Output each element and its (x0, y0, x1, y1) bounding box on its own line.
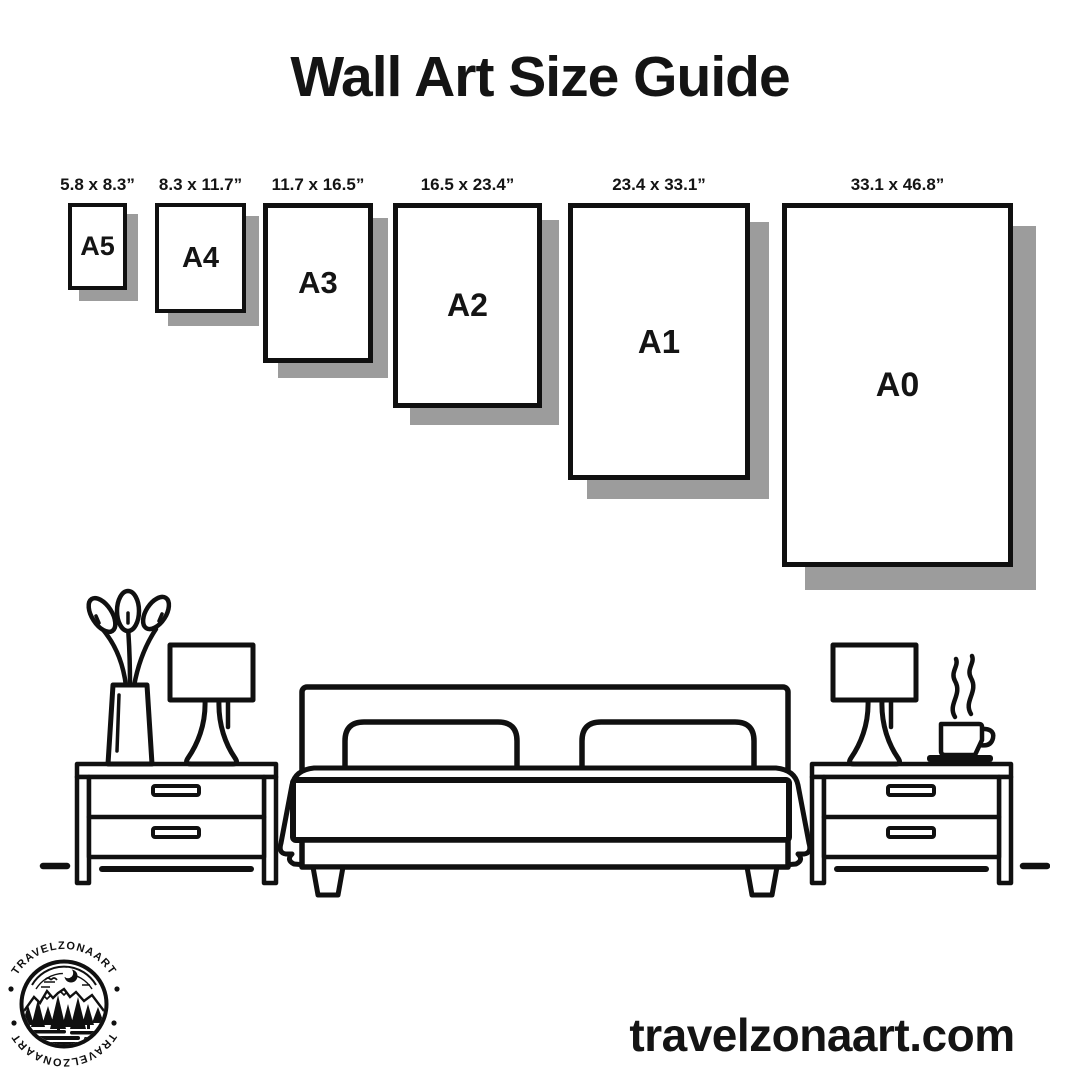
nightstand-right (812, 764, 1011, 883)
size-frame-a4 (155, 175, 246, 313)
poster-box (782, 203, 1013, 567)
brand-logo-badge (0, 933, 130, 1071)
separator-dot (114, 986, 119, 991)
size-dimensions-label: 23.4 x 33.1” (612, 175, 706, 194)
size-frame-a5 (60, 175, 135, 290)
steam-icon (969, 656, 974, 714)
bed-base (302, 840, 788, 867)
poster-box (263, 203, 373, 363)
separator-dot (111, 1020, 116, 1025)
brand-name-bottom-arc: TRAVELZONAART (9, 1030, 119, 1069)
size-letter-label: A0 (875, 365, 920, 404)
size-dimensions-label: 8.3 x 11.7” (158, 175, 243, 194)
poster-box (393, 203, 542, 408)
size-letter-label: A1 (637, 322, 681, 360)
bedroom-illustration (30, 583, 1050, 898)
poster-box (155, 203, 246, 313)
size-dimensions-label: 16.5 x 23.4” (420, 175, 515, 194)
size-letter-label: A3 (298, 265, 338, 300)
poster-box (68, 203, 127, 290)
bed-leg (747, 867, 777, 895)
steam-icon (953, 659, 958, 717)
separator-dot (8, 986, 13, 991)
plant-vase (83, 591, 174, 764)
separator-dot (11, 1020, 16, 1025)
table-lamp-left (170, 645, 253, 764)
size-letter-label: A4 (181, 241, 220, 274)
size-frame-a1 (568, 175, 750, 480)
poster-box (568, 203, 750, 480)
size-dimensions-label: 11.7 x 16.5” (271, 175, 365, 194)
bed-leg (313, 867, 343, 895)
page-title: Wall Art Size Guide (290, 45, 790, 109)
nightstand-left (77, 764, 276, 883)
size-frame-a2 (393, 175, 542, 408)
table-lamp-right (833, 645, 916, 764)
website-url: travelzonaart.com (629, 1009, 1015, 1061)
coffee-cup (927, 656, 993, 762)
brand-name-top-arc: TRAVELZONAART (9, 939, 119, 978)
size-letter-label: A2 (447, 287, 488, 323)
size-letter-label: A5 (80, 231, 115, 261)
size-dimensions-label: 5.8 x 8.3” (60, 175, 135, 194)
size-frame-a3 (263, 175, 373, 363)
size-dimensions-label: 33.1 x 46.8” (850, 175, 945, 194)
double-bed (280, 687, 810, 895)
size-frame-a0 (782, 175, 1013, 567)
mattress (293, 780, 789, 840)
